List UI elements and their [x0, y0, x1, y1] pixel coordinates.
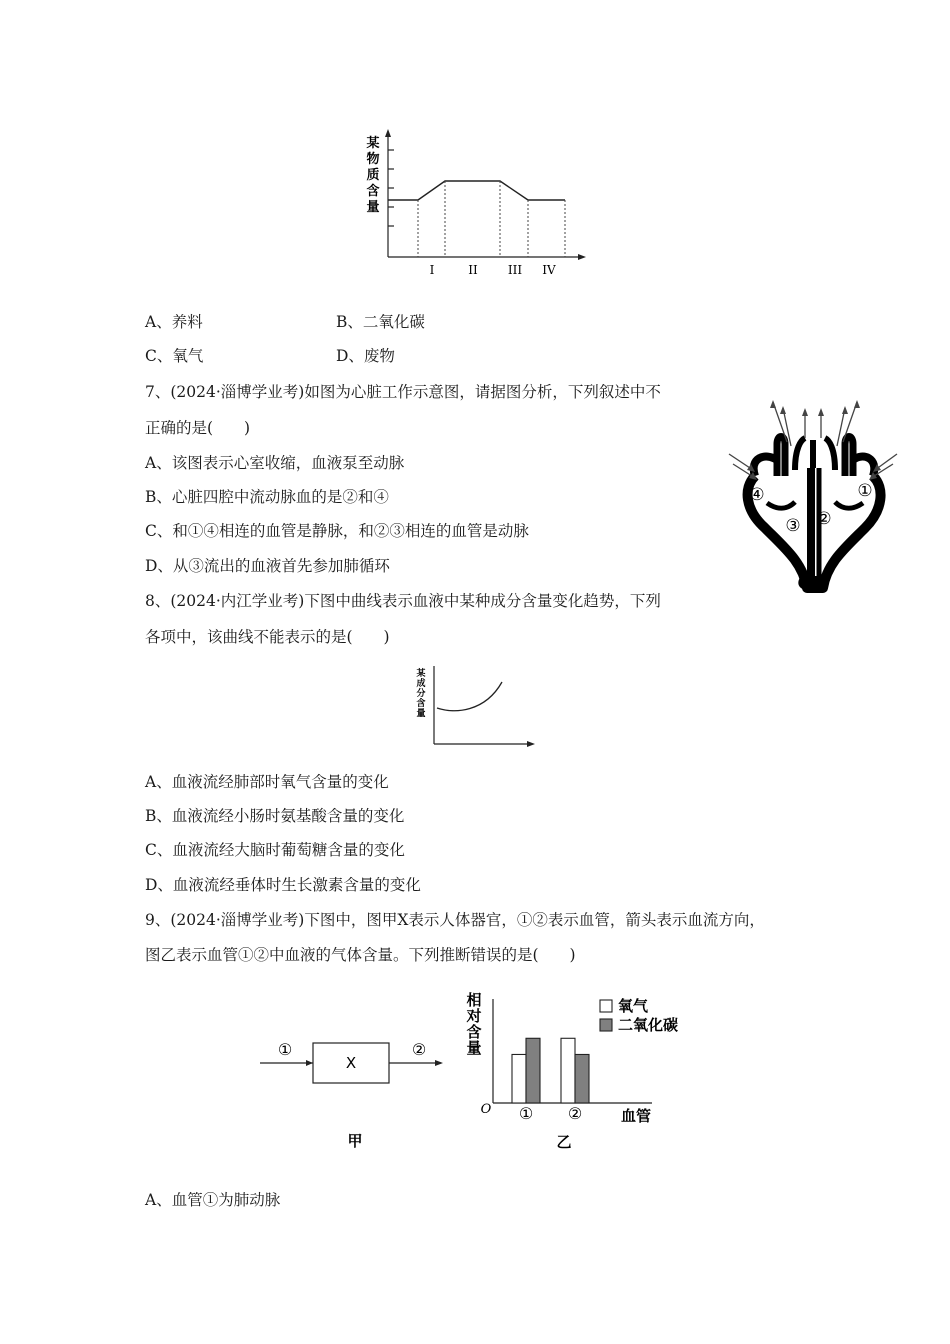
q6-option-a: A、养料: [145, 313, 203, 331]
y-label-char: 某: [366, 136, 380, 151]
q8-option-d: D、血液流经垂体时生长激素含量的变化: [145, 876, 421, 894]
y-label-char: 量: [366, 200, 380, 215]
y-label-char: 分: [416, 689, 426, 699]
bar-oxygen-2: [561, 1038, 575, 1103]
caption-yi: 乙: [556, 1133, 572, 1151]
origin-label: O: [480, 1102, 492, 1117]
q7-option-c: C、和①④相连的血管是静脉，和②③相连的血管是动脉: [145, 522, 529, 540]
x-tick-label: ①: [518, 1104, 534, 1123]
bar-oxygen-1: [512, 1054, 526, 1103]
y-label-char: 含: [366, 184, 380, 199]
y-label-char: 相: [466, 991, 482, 1009]
y-label-char: 某: [416, 669, 426, 679]
y-label-char: 质: [366, 168, 380, 183]
y-label-char: 对: [466, 1007, 482, 1025]
organ-x-label: X: [345, 1054, 357, 1072]
x-tick-1: I: [429, 263, 435, 277]
x-tick-3: III: [507, 263, 523, 277]
y-label-char: 含: [416, 699, 426, 709]
q9-option-a: A、血管①为肺动脉: [145, 1191, 281, 1209]
q6-option-b: B、二氧化碳: [336, 313, 425, 331]
component-content-graph: [410, 660, 545, 755]
substance-content-graph: [360, 125, 590, 285]
q7-option-a: A、该图表示心室收缩，血液泵至动脉: [145, 454, 405, 472]
q8-stem-line-1: 8、(2024·内江学业考)下图中曲线表示血液中某种成分含量变化趋势，下列: [145, 592, 661, 610]
heart-label-1: ①: [857, 481, 873, 501]
figure-yi-chart: [460, 985, 700, 1155]
heart-label-3: ③: [785, 516, 801, 536]
q6-option-d: D、废物: [336, 347, 395, 365]
heart-label-2: ②: [816, 509, 832, 529]
x-tick-label: ②: [567, 1104, 583, 1123]
figure-jia: [255, 1035, 455, 1150]
y-label-char: 物: [366, 152, 380, 167]
y-label-char: 量: [416, 709, 426, 719]
q8-option-c: C、血液流经大脑时葡萄糖含量的变化: [145, 841, 405, 859]
q7-option-d: D、从③流出的血液首先参加肺循环: [145, 557, 390, 575]
y-axis-label: [415, 667, 425, 719]
q7-option-b: B、心脏四腔中流动脉血的是②和④: [145, 488, 389, 506]
x-tick-4: IV: [542, 263, 556, 277]
bar-co2-2: [575, 1054, 589, 1103]
legend-label: 氧气: [618, 997, 649, 1015]
q8-option-a: A、血液流经肺部时氧气含量的变化: [145, 773, 389, 791]
q7-stem-line-1: 7、(2024·淄博学业考)如图为心脏工作示意图，请据图分析，下列叙述中不: [145, 383, 661, 401]
vessel-in-label: ①: [277, 1040, 293, 1059]
y-axis-label: [366, 135, 379, 215]
heart-diagram: [725, 398, 900, 593]
legend-label: 二氧化碳: [618, 1016, 679, 1034]
q6-option-c: C、氧气: [145, 347, 204, 365]
vessel-out-label: ②: [411, 1040, 427, 1059]
legend-swatch: [600, 1000, 612, 1012]
y-axis-label: [465, 991, 481, 1057]
q8-option-b: B、血液流经小肠时氨基酸含量的变化: [145, 807, 405, 825]
y-label-char: 成: [416, 679, 426, 689]
q9-stem-line-2: 图乙表示血管①②中血液的气体含量。下列推断错误的是( ): [145, 946, 576, 964]
q8-stem-line-2: 各项中，该曲线不能表示的是( ): [145, 628, 390, 646]
y-label-char: 含: [466, 1023, 482, 1041]
y-label-char: 量: [466, 1039, 482, 1057]
x-tick-2: II: [468, 263, 478, 277]
x-axis-label: 血管: [620, 1107, 652, 1125]
heart-label-4: ④: [749, 485, 765, 505]
bar-co2-1: [526, 1038, 540, 1103]
q7-stem-line-2: 正确的是( ): [145, 419, 251, 437]
legend-swatch: [600, 1019, 612, 1031]
q9-stem-line-1: 9、(2024·淄博学业考)下图中，图甲X表示人体器官，①②表示血管，箭头表示血流方向，: [145, 911, 765, 929]
caption-jia: 甲: [347, 1132, 363, 1150]
